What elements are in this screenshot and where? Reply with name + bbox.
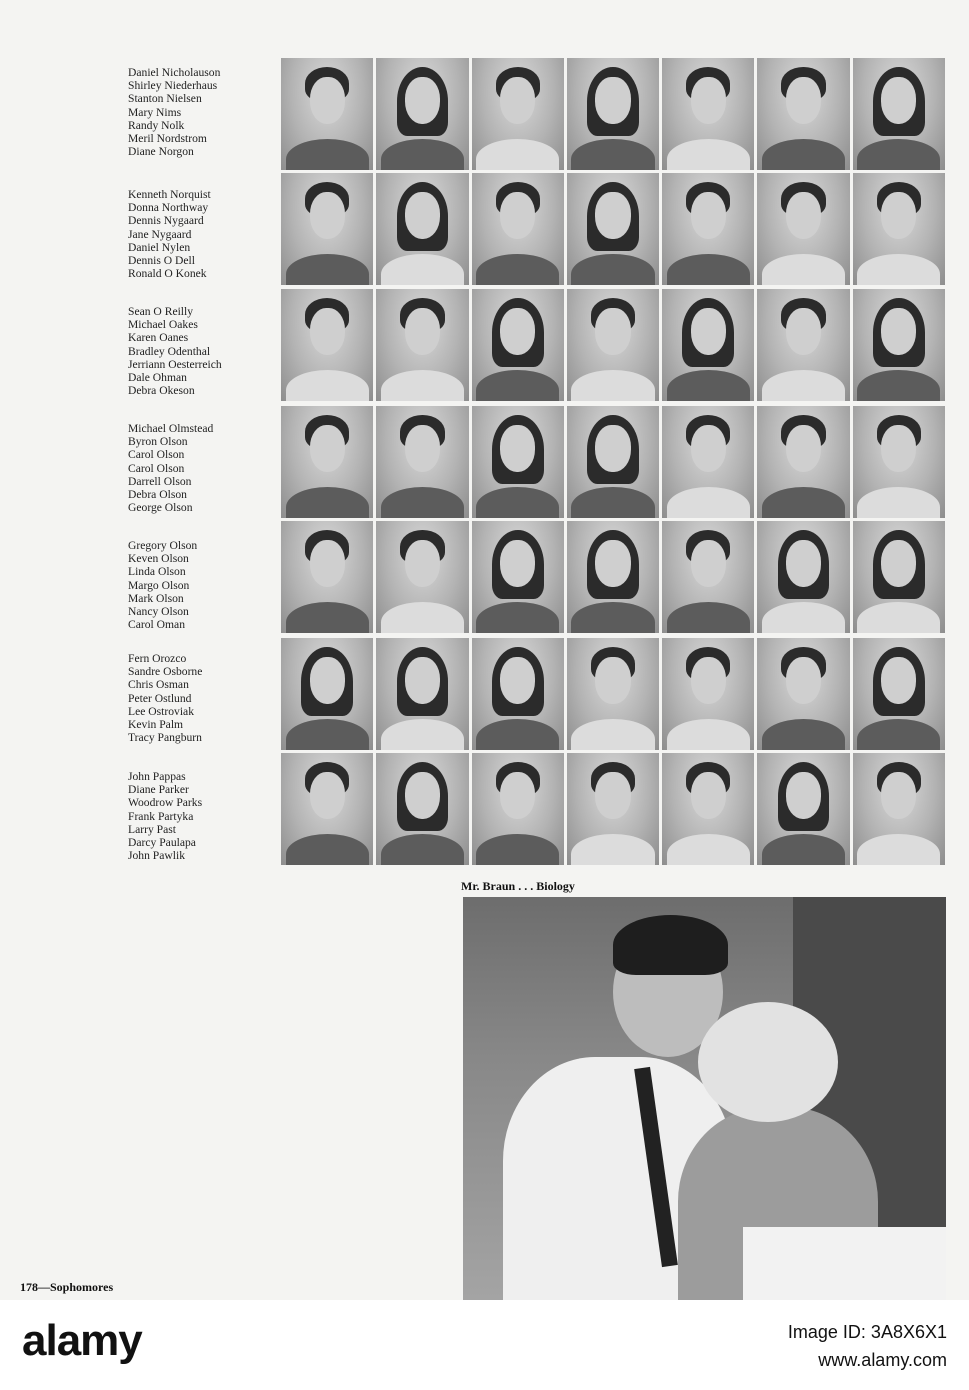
student-name: Sandre Osborne <box>128 665 203 679</box>
student-portrait <box>853 638 945 750</box>
student-name: Shirley Niederhaus <box>128 79 218 93</box>
student-name: Dale Ohman <box>128 371 187 385</box>
student-portrait <box>853 521 945 633</box>
student-name: Nancy Olson <box>128 605 189 619</box>
portrait-shoulders <box>381 370 464 401</box>
portrait-face <box>691 77 726 124</box>
portrait-shoulders <box>762 370 845 401</box>
portrait-face <box>405 540 440 587</box>
student-portrait <box>853 289 945 401</box>
portrait-shoulders <box>667 487 750 518</box>
portrait-shoulders <box>857 602 940 633</box>
portrait-face <box>500 657 535 704</box>
student-name: Mary Nims <box>128 105 182 119</box>
student-name: Woodrow Parks <box>128 796 203 810</box>
portrait-face <box>691 425 726 472</box>
portrait-face <box>786 657 821 704</box>
portrait-shoulders <box>381 487 464 518</box>
student-name: John Pawlik <box>128 849 186 863</box>
student-name: Meril Nordstrom <box>128 132 207 146</box>
student-name: Darrell Olson <box>128 474 192 488</box>
student-portrait <box>757 406 849 518</box>
portrait-shoulders <box>667 254 750 285</box>
portrait-shoulders <box>286 487 369 518</box>
portrait-shoulders <box>381 139 464 170</box>
student-name: Kenneth Norquist <box>128 188 211 201</box>
student-name: Donna Northway <box>128 201 209 215</box>
student-portrait <box>281 58 373 170</box>
portrait-shoulders <box>571 139 654 170</box>
portrait-shoulders <box>286 602 369 633</box>
portrait-face <box>405 657 440 704</box>
portrait-face <box>691 772 726 819</box>
portrait-face <box>786 540 821 587</box>
student-portrait <box>662 638 754 750</box>
portrait-face <box>881 657 916 704</box>
student-name: Dennis Nygaard <box>128 214 204 228</box>
student-name: Debra Okeson <box>128 384 195 398</box>
student-name: Mark Olson <box>128 591 184 605</box>
portrait-shoulders <box>857 487 940 518</box>
name-list <box>128 770 278 862</box>
student-portrait <box>376 289 468 401</box>
portrait-face <box>786 772 821 819</box>
portrait-shoulders <box>857 834 940 865</box>
portrait-face <box>500 425 535 472</box>
portrait-shoulders <box>667 602 750 633</box>
student-name: Darcy Paulapa <box>128 836 196 850</box>
portrait-face <box>405 192 440 239</box>
student-portrait <box>757 173 849 285</box>
portrait-face <box>595 308 630 355</box>
portrait-shoulders <box>286 139 369 170</box>
student-portrait <box>472 406 564 518</box>
student-portrait <box>472 638 564 750</box>
student-name: Ronald O Konek <box>128 267 207 281</box>
student-name: George Olson <box>128 501 193 515</box>
portrait-face <box>405 77 440 124</box>
student-name: Sean O Reilly <box>128 305 194 318</box>
name-list <box>128 652 278 744</box>
student-name: Stanton Nielsen <box>128 92 202 106</box>
portrait-face <box>881 192 916 239</box>
portrait-shoulders <box>286 370 369 401</box>
portrait-shoulders <box>381 834 464 865</box>
student-portrait <box>757 638 849 750</box>
portrait-shoulders <box>476 139 559 170</box>
portrait-shoulders <box>762 602 845 633</box>
student-name: Larry Past <box>128 822 176 836</box>
portrait-face <box>405 425 440 472</box>
student-portrait <box>376 58 468 170</box>
student-portrait <box>662 173 754 285</box>
portrait-shoulders <box>476 719 559 750</box>
student-name: Michael Oakes <box>128 318 198 332</box>
portrait-shoulders <box>762 487 845 518</box>
portrait-face <box>881 308 916 355</box>
student-portrait <box>567 58 659 170</box>
name-list <box>128 66 278 158</box>
stock-image-id: Image ID: 3A8X6X1 <box>787 1322 947 1342</box>
portrait-face <box>310 540 345 587</box>
student-name: Diane Parker <box>128 783 189 797</box>
name-list <box>128 188 278 280</box>
student-portrait <box>472 58 564 170</box>
portrait-face <box>310 77 345 124</box>
student-portrait <box>567 521 659 633</box>
portrait-face <box>691 308 726 355</box>
portrait-face <box>786 308 821 355</box>
portrait-face <box>595 77 630 124</box>
student-name: Kevin Palm <box>128 718 184 732</box>
student-portrait <box>472 173 564 285</box>
portrait-shoulders <box>571 602 654 633</box>
portrait-face <box>691 540 726 587</box>
student-name: Lee Ostroviak <box>128 704 194 718</box>
portrait-shoulders <box>476 254 559 285</box>
portrait-shoulders <box>476 487 559 518</box>
student-name: Carol Olson <box>128 448 185 462</box>
portrait-shoulders <box>476 602 559 633</box>
portrait-row <box>281 521 945 633</box>
student-portrait <box>662 289 754 401</box>
student-portrait <box>757 58 849 170</box>
portrait-face <box>881 540 916 587</box>
name-list <box>128 305 278 397</box>
student-name: Diane Norgon <box>128 145 194 159</box>
portrait-shoulders <box>667 719 750 750</box>
student-portrait <box>567 289 659 401</box>
student-portrait <box>853 753 945 865</box>
name-list <box>128 422 278 514</box>
portrait-shoulders <box>286 254 369 285</box>
portrait-face <box>500 772 535 819</box>
student-name: Chris Osman <box>128 678 189 692</box>
portrait-shoulders <box>286 834 369 865</box>
portrait-shoulders <box>857 370 940 401</box>
student-portrait <box>567 753 659 865</box>
portrait-face <box>595 425 630 472</box>
student-name: John Pappas <box>128 770 186 783</box>
portrait-face <box>786 425 821 472</box>
portrait-shoulders <box>857 719 940 750</box>
portrait-face <box>595 540 630 587</box>
student-name: Bradley Odenthal <box>128 344 211 358</box>
portrait-face <box>881 77 916 124</box>
portrait-row <box>281 289 945 401</box>
student-portrait <box>472 753 564 865</box>
portrait-shoulders <box>571 487 654 518</box>
student-portrait <box>376 638 468 750</box>
portrait-face <box>405 308 440 355</box>
portrait-face <box>310 425 345 472</box>
portrait-shoulders <box>476 370 559 401</box>
portrait-shoulders <box>476 834 559 865</box>
student-portrait <box>757 753 849 865</box>
student-name: Carol Oman <box>128 618 185 632</box>
portrait-shoulders <box>571 834 654 865</box>
student-portrait <box>376 521 468 633</box>
student-name: Dennis O Dell <box>128 254 195 268</box>
stock-logo[interactable]: alamy <box>22 1316 142 1365</box>
photo-teacher-hair <box>613 915 728 975</box>
student-portrait <box>662 753 754 865</box>
student-name: Fern Orozco <box>128 652 187 665</box>
student-portrait <box>281 753 373 865</box>
portrait-face <box>595 192 630 239</box>
portrait-face <box>786 192 821 239</box>
portrait-row <box>281 173 945 285</box>
portrait-row <box>281 58 945 170</box>
student-portrait <box>472 521 564 633</box>
portrait-face <box>595 772 630 819</box>
portrait-face <box>500 540 535 587</box>
portrait-shoulders <box>857 139 940 170</box>
portrait-shoulders <box>381 719 464 750</box>
portrait-face <box>405 772 440 819</box>
portrait-shoulders <box>286 719 369 750</box>
portrait-row <box>281 406 945 518</box>
student-portrait <box>757 521 849 633</box>
portrait-shoulders <box>381 254 464 285</box>
student-portrait <box>853 173 945 285</box>
student-portrait <box>376 753 468 865</box>
photo-student-hair <box>698 1002 838 1122</box>
portrait-row <box>281 638 945 750</box>
student-portrait <box>281 406 373 518</box>
student-portrait <box>376 406 468 518</box>
student-name: Margo Olson <box>128 578 190 592</box>
portrait-face <box>881 772 916 819</box>
portrait-shoulders <box>762 139 845 170</box>
student-portrait <box>567 638 659 750</box>
student-name: Tracy Pangburn <box>128 731 202 745</box>
student-name: Randy Nolk <box>128 118 185 132</box>
student-portrait <box>281 638 373 750</box>
portrait-shoulders <box>857 254 940 285</box>
student-portrait <box>757 289 849 401</box>
student-name: Jerriann Oesterreich <box>128 357 222 371</box>
portrait-shoulders <box>762 254 845 285</box>
student-name: Daniel Nylen <box>128 240 191 254</box>
student-portrait <box>376 173 468 285</box>
portrait-face <box>310 657 345 704</box>
portrait-face <box>500 192 535 239</box>
portrait-face <box>310 308 345 355</box>
student-name: Michael Olmstead <box>128 422 214 435</box>
portrait-shoulders <box>667 834 750 865</box>
student-portrait <box>662 58 754 170</box>
student-portrait <box>281 521 373 633</box>
portrait-face <box>595 657 630 704</box>
name-list <box>128 539 278 631</box>
student-portrait <box>281 289 373 401</box>
photo-caption: Mr. Braun . . . Biology <box>461 879 575 893</box>
portrait-face <box>500 77 535 124</box>
portrait-face <box>786 77 821 124</box>
portrait-face <box>500 308 535 355</box>
student-name: Karen Oanes <box>128 331 189 345</box>
student-portrait <box>853 58 945 170</box>
portrait-shoulders <box>667 370 750 401</box>
student-name: Debra Olson <box>128 488 187 502</box>
portrait-face <box>691 657 726 704</box>
portrait-face <box>310 772 345 819</box>
student-name: Peter Ostlund <box>128 691 192 705</box>
stock-banner <box>0 1300 969 1390</box>
student-portrait <box>662 406 754 518</box>
student-name: Byron Olson <box>128 435 188 449</box>
student-name: Jane Nygaard <box>128 227 192 241</box>
student-name: Carol Olson <box>128 461 185 475</box>
student-portrait <box>662 521 754 633</box>
student-name: Linda Olson <box>128 565 186 579</box>
teacher-photo <box>463 897 946 1300</box>
student-name: Keven Olson <box>128 552 189 566</box>
portrait-shoulders <box>571 719 654 750</box>
portrait-face <box>881 425 916 472</box>
student-portrait <box>567 173 659 285</box>
portrait-shoulders <box>381 602 464 633</box>
student-portrait <box>567 406 659 518</box>
portrait-shoulders <box>667 139 750 170</box>
portrait-face <box>691 192 726 239</box>
portrait-shoulders <box>762 834 845 865</box>
student-portrait <box>853 406 945 518</box>
page-footer: 178—Sophomores <box>20 1280 114 1294</box>
portrait-shoulders <box>571 254 654 285</box>
student-portrait <box>281 173 373 285</box>
portrait-shoulders <box>762 719 845 750</box>
student-name: Frank Partyka <box>128 809 194 823</box>
student-name: Gregory Olson <box>128 539 198 552</box>
student-name: Daniel Nicholauson <box>128 66 221 79</box>
stock-url-link[interactable]: www.alamy.com <box>818 1350 947 1370</box>
portrait-shoulders <box>571 370 654 401</box>
portrait-row <box>281 753 945 865</box>
photo-notebook <box>743 1227 946 1300</box>
portrait-face <box>310 192 345 239</box>
student-portrait <box>472 289 564 401</box>
